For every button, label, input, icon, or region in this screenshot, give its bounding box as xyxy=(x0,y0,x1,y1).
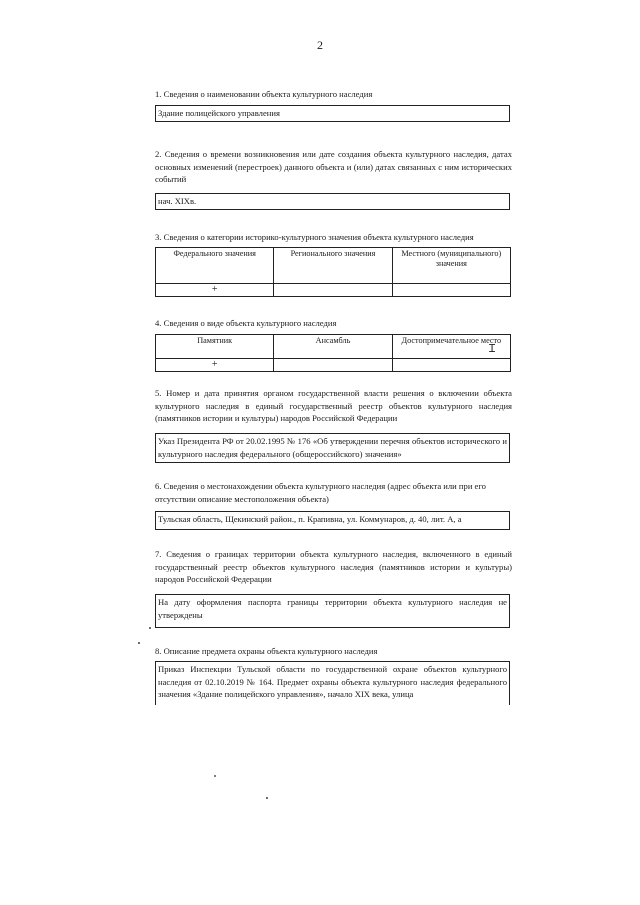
category-table xyxy=(155,247,511,297)
type-monument-header: Памятник xyxy=(156,335,274,359)
type-mark-row xyxy=(156,359,511,372)
category-regional-header: Регионального значения xyxy=(274,248,392,284)
object-name-value: Здание полицейского управления xyxy=(158,108,280,118)
category-federal-mark: + xyxy=(156,284,274,297)
type-header-row xyxy=(156,335,511,359)
type-landmark-header: Достопримечательное место xyxy=(392,335,510,359)
creation-date-field xyxy=(155,193,510,210)
section-2-heading: 2. Сведения о времени возникновения или дате создания объекта культурного наследия, датах основных изменений (перестроек) данного объекта и (или) датах связанных с ним исторических событий xyxy=(155,149,512,184)
scan-speck xyxy=(149,627,151,629)
category-local-header: Местного (муниципального) значения xyxy=(392,248,510,284)
type-ensemble-mark xyxy=(274,359,392,372)
protection-subject-value: Приказ Инспекции Тульской области по государственной охране объектов культурного наследия от 02.10.2019 № 164. Предмет охраны объекта культурного наследия федерального значения «Здание полицейского управления», начало XIX века, улица xyxy=(158,664,507,699)
location-field xyxy=(155,511,510,530)
type-landmark-mark xyxy=(392,359,510,372)
registry-decision-field xyxy=(155,433,510,463)
type-monument-mark: + xyxy=(156,359,274,372)
creation-date-value: нач. XIXв. xyxy=(158,196,197,206)
category-mark-row xyxy=(156,284,511,297)
scan-speck xyxy=(214,775,216,777)
type-ensemble-header: Ансамбль xyxy=(274,335,392,359)
section-5-heading: 5. Номер и дата принятия органом государственной власти решения о включении объекта культурного наследия в единый государственный реестр объектов культурного наследия (памятников истории и культуры) народов Российской Федерации xyxy=(155,388,512,423)
section-6-heading: 6. Сведения о местонахождении объекта культурного наследия (адрес объекта или при его отсутствии описание местоположения объекта) xyxy=(155,481,486,504)
page-number: 2 xyxy=(317,38,323,52)
category-federal-header: Федерального значения xyxy=(156,248,274,284)
scan-speck xyxy=(138,642,140,644)
section-1-heading: 1. Сведения о наименовании объекта культурного наследия xyxy=(155,89,373,99)
section-4-heading: 4. Сведения о виде объекта культурного наследия xyxy=(155,318,337,328)
territory-borders-field xyxy=(155,594,510,628)
text-cursor-icon: Ɪ xyxy=(489,343,496,355)
scan-speck xyxy=(266,797,268,799)
object-name-field xyxy=(155,105,510,122)
territory-borders-value: На дату оформления паспорта границы территории объекта культурного наследия не утверждены xyxy=(158,597,507,620)
category-header-row xyxy=(156,248,511,284)
section-8-heading: 8. Описание предмета охраны объекта культурного наследия xyxy=(155,646,378,656)
registry-decision-value: Указ Президента РФ от 20.02.1995 № 176 «Об утверждении перечня объектов исторического и культурного наследия федерального (общероссийского) значения» xyxy=(158,436,507,459)
location-value: Тульская область, Щекинский район., п. Крапивна, ул. Коммунаров, д. 40, лит. А, а xyxy=(158,514,462,524)
type-table xyxy=(155,334,511,372)
category-regional-mark xyxy=(274,284,392,297)
category-local-mark xyxy=(392,284,510,297)
section-3-heading: 3. Сведения о категории историко-культурного значения объекта культурного наследия xyxy=(155,232,474,242)
section-7-heading: 7. Сведения о границах территории объекта культурного наследия, включенного в единый государственный реестр объектов культурного наследия (памятников истории и культуры) народов Российской Федерации xyxy=(155,549,512,584)
protection-subject-field xyxy=(155,661,510,705)
